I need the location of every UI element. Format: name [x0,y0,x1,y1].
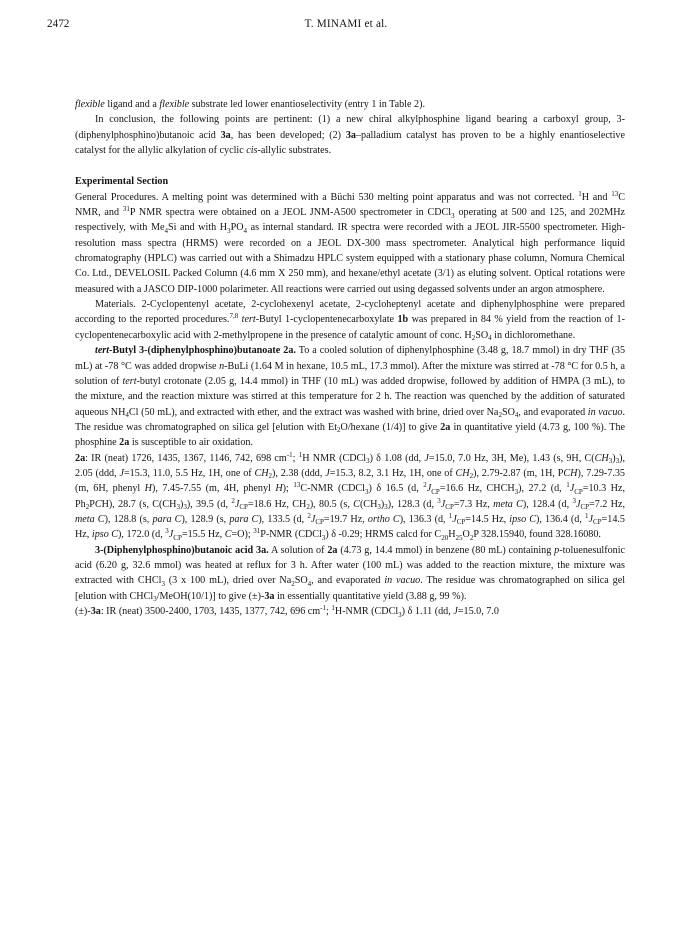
section-title: Experimental Section [75,176,169,188]
running-title: T. MINAMI et al. [304,18,388,30]
paragraph-conclusion: In conclusion, the following points are pertinent: (1) a new chiral alkylphosphine ligand bearing a carboxyl group, 3-(diphenylphosphino)butanoic acid 3a, has been developed; (2) 3a–palladium catalyst has proven to be a highly enantioselective catalyst for the allylic alkylation of cyclic cis-allylic substrates. [75,114,625,157]
paragraph-3a-spectra: (±)-3a: IR (neat) 3500-2400, 1703, 1435, 1377, 742, 696 $cm^{-1}$; $^1$H-NMR (CDCl$_3$) δ 1.11 (dd, J=15.0, 7.0 [75,604,499,619]
paragraph-general-procedures: General Procedures. A melting point was determined with a Büchi 530 melting point apparatus and was not corrected. $^1$H and $^{13}$C NMR, and $^{31}$P NMR spectra were obtained on a JEOL JNM-A500 spectrometer in CDCl$_3$ operating at 500 and 125, and 202MHz respectively, with $Me_4Si$ and with $H_3PO_4$ as internal standard. IR spectra were recorded with a JEOL JIR-5500 spectrometer. High-resolution mass spectra (HRMS) were recorded on a JEOL DX-300 mass spectrometer. Analytical high performance liquid chromatography (HPLC) was carried out with a Shimadzu HPLC system equipped with a stationary phase column, Nomura Chemical Co. Ltd., DEVELOSIL Packed Column (4.6 mm X 250 mm), and hexane/ethyl acetate (3/1) as eluting solvent. Optical rotations were measured with a JASCO DIP-1000 polarimeter. All reactions were carried out using degassed solvents under an argon atmosphere. [75,189,626,295]
article-body [75,97,625,619]
page-number: 2472 [47,18,70,30]
paragraph-compound-2a: tert-Butyl 3-(diphenylphosphino)butanoate 2a. To a cooled solution of diphenylphosphine (3.48 g, 18.7 mmol) in dry THF (35 mL) at -78 °C was added dropwise n-BuLi (1.64 M in hexane, 10.5 mL, 17.3 mmol). After the mixture was stirred at -78 °C for 0.5 h, a solution of tert-butyl crotonate (2.05 g, 14.4 mmol) in THF (10 mL) was added dropwise, followed by addition of HMPA (3 mL), to the mixture, and the reaction mixture was stirred at this temperature for 2 h. The reaction was quenched by the addition of saturated aqueous $NH_4Cl$ (50 mL), and extracted with ether, and the extract was washed with brine, dried over $Na_2SO_4$, and evaporated in vacuo. The residue was chromatographed on silica gel [elution with $Et_2O$/hexane (1/4)] to give 2a in quantitative yield (4.73 g, 100 %). The phosphine 2a is susceptible to air oxidation. [75,345,626,449]
paragraph-conclusion-end: flexible ligand and a flexible substrate led lower enantioselectivity (entry 1 in Table 2). [75,99,425,110]
paragraph-2a-spectra: 2a: IR (neat) 1726, 1435, 1367, 1146, 742, 698 $cm^{-1}$; $^1$H NMR (CDCl$_3$) δ 1.08 (dd, J=15.0, 7.0 Hz, 3H, Me), 1.43 (s, 9H, $C(CH_3)_3$), 2.05 (ddd, J=15.3, 11.0, 5.5 Hz, 1H, one of $CH_2$), 2.38 (ddd, J=15.3, 8.2, 3.1 Hz, 1H, one of $CH_2$), 2.79-2.87 (m, 1H, PCH), 7.29-7.35 (m, 6H, phenyl H), 7.45-7.55 (m, 4H, phenyl H); $^{13}$C-NMR (CDCl$_3$) δ 16.5 (d, $^2J_{CP}=16.6$ Hz, $CHCH_3$), 27.2 (d, $^1J_{CP}=10.3$ Hz, $Ph_2PCH$), 28.7 (s, $C(CH_3)_3$), 39.5 (d, $^2J_{CP}=18.6$ Hz, $CH_2$), 80.5 (s, $C(CH_3)_3$), 128.3 (d, $^3J_{CP}=7.3$ Hz, meta C), 128.4 (d, $^3J_{CP}=7.2$ Hz, meta C), 128.8 (s, para C), 128.9 (s, para C), 133.5 (d, $^2J_{CP}=19.7$ Hz, ortho C), 136.3 (d, $^1J_{CP}=14.5$ Hz, ipso C), 136.4 (d, $^1J_{CP}=14.5$ Hz, ipso C), 172.0 (d, $^3J_{CP}=15.5$ Hz, C=O); $^{31}$P-NMR (CDCl$_3$) δ -0.29; HRMS calcd for $C_{20}H_{25}O_2P$ 328.15940, found 328.16080. [75,450,625,542]
paragraph-materials: Materials. 2-Cyclopentenyl acetate, 2-cyclohexenyl acetate, 2-cycloheptenyl acetate and diphenylphosphine were prepared according to the reported procedures.$^{7,8}$ tert-Butyl 1-cyclopentenecarboxylate 1b was prepared in 84 % yield from the reaction of 1-cyclopentenecarboxylic acid with 2-methylpropene in the presence of catalytic amount of conc. $H_2SO_4$ in dichloromethane. [75,299,625,343]
page-header [47,18,645,34]
paragraph-compound-3a: 3-(Diphenylphosphino)butanoic acid 3a. A solution of 2a (4.73 g, 14.4 mmol) in benzene (80 mL) containing p-toluenesulfonic acid (6.20 g, 32.6 mmol) was heated at reflux for 3 h. After water (100 mL) was added to the reaction mixture, the mixture was extracted with CHCl$_3$ (3 x 100 mL), dried over $Na_2SO_4$, and evaporated in vacuo. The residue was chromatographed on silica gel [elution with CHCl$_3$/MeOH(10/1)] to give (±)-3a in essentially quantitative yield (3.88 g, 99 %). [75,544,626,604]
